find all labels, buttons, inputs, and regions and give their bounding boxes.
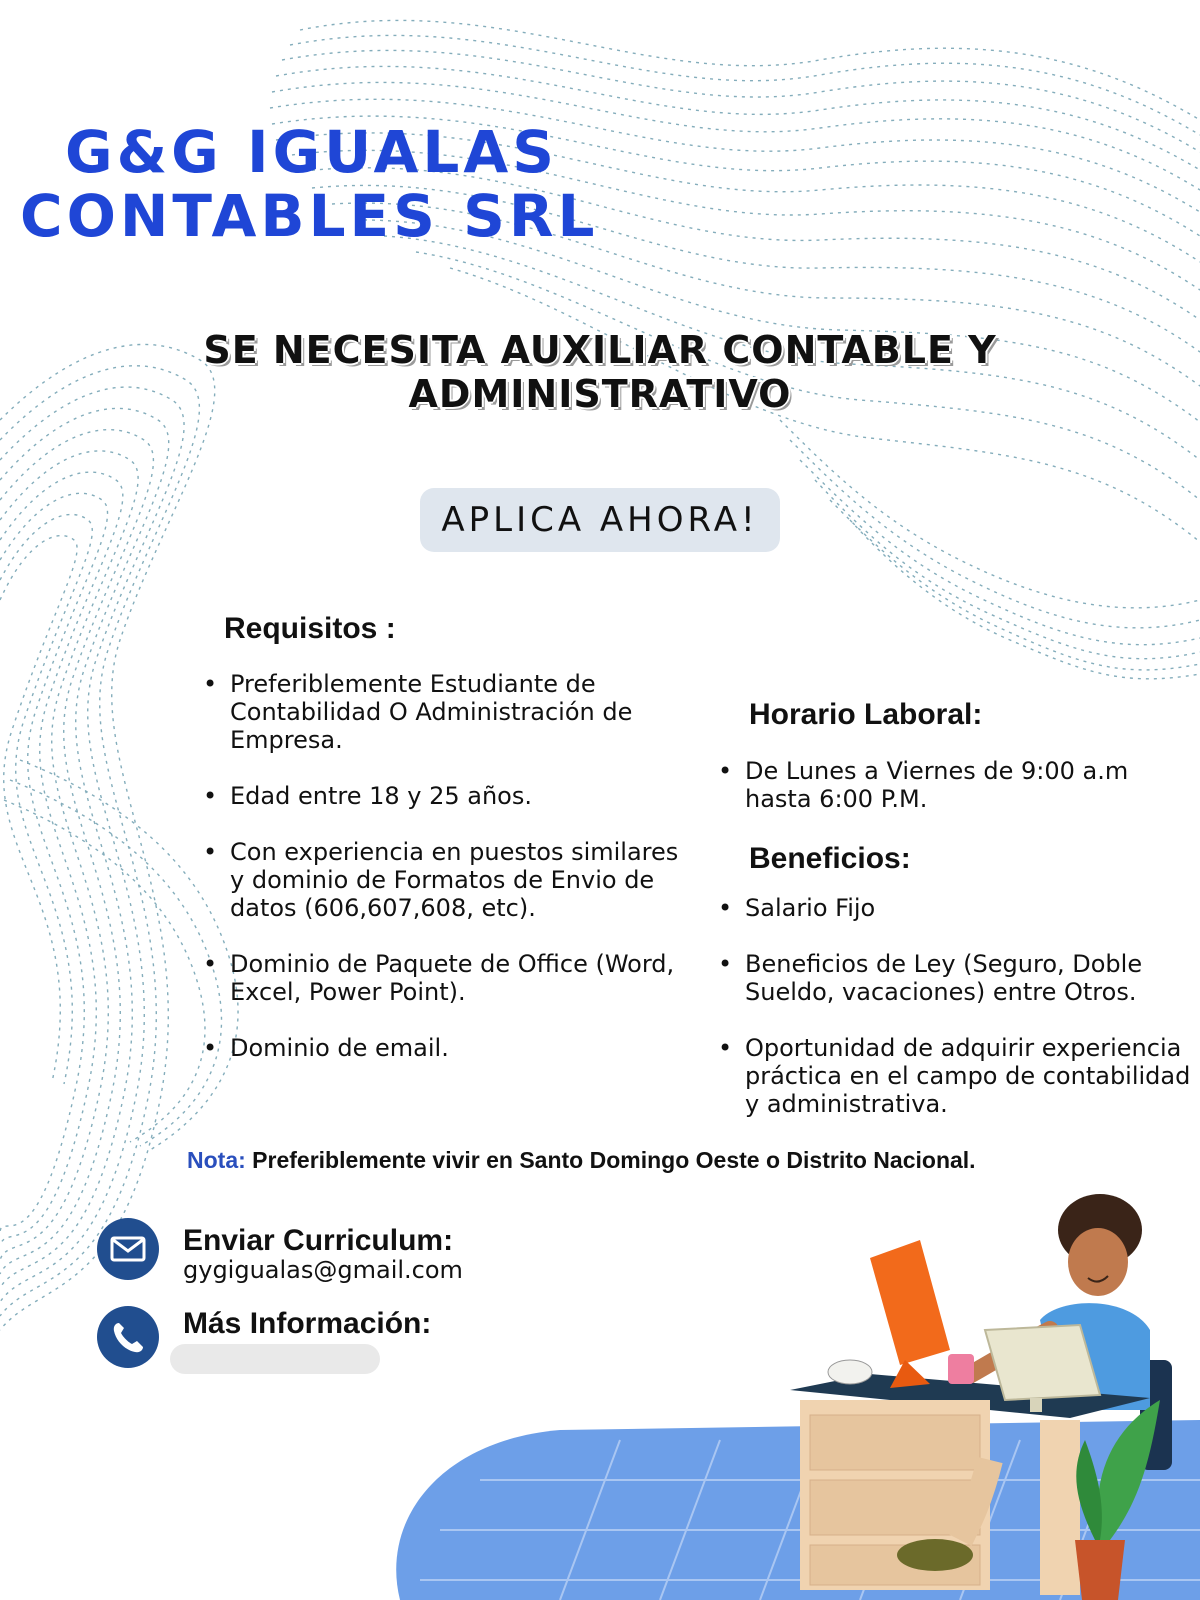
company-name-line2: CONTABLES SRL [20, 182, 599, 250]
note-label: Nota: [187, 1147, 246, 1173]
requirement-item: • Preferiblemente Estudiante de Contabilidad O Administración de Empresa. [203, 670, 698, 754]
plant-pot [1075, 1540, 1125, 1600]
requirements-title: Requisitos : [224, 612, 396, 645]
headline-line1: SE NECESITA AUXILIAR CONTABLE Y [203, 328, 997, 372]
requirement-item: • Edad entre 18 y 25 años. [203, 782, 698, 810]
orange-monitor [870, 1240, 950, 1365]
contact-email[interactable]: gygigualas@gmail.com [183, 1256, 463, 1284]
requirement-item: • Dominio de email. [203, 1034, 698, 1062]
note-text: Preferiblemente vivir en Santo Domingo Oeste o Distrito Nacional. [252, 1147, 976, 1173]
schedule-title: Horario Laboral: [749, 698, 983, 731]
schedule-item: • De Lunes a Viernes de 9:00 a.m hasta 6:00 P.M. [718, 757, 1158, 813]
benefit-item: • Salario Fijo [718, 894, 1198, 922]
benefit-item: • Beneficios de Ley (Seguro, Doble Sueldo, vacaciones) entre Otros. [718, 950, 1198, 1006]
benefit-item: • Oportunidad de adquirir experiencia práctica en el campo de contabilidad y administrativa. [718, 1034, 1198, 1118]
send-cv-label: Enviar Curriculum: [183, 1224, 454, 1257]
benefits-title: Beneficios: [749, 842, 911, 875]
laptop-screen [985, 1325, 1100, 1400]
apply-now-button[interactable]: APLICA AHORA! [420, 488, 780, 552]
pink-mug [948, 1354, 974, 1384]
company-name-line1: G&G IGUALAS [65, 118, 558, 186]
desk-phone [828, 1360, 872, 1384]
more-info-label: Más Información: [183, 1307, 432, 1340]
headline-line2: ADMINISTRATIVO [408, 372, 792, 416]
desk-leg [1040, 1420, 1080, 1595]
requirement-item: • Dominio de Paquete de Office (Word, Excel, Power Point). [203, 950, 698, 1006]
person-face [1068, 1228, 1128, 1296]
person-shoe [897, 1539, 973, 1571]
requirement-item: • Con experiencia en puestos similares y dominio de Formatos de Envio de datos (606,607,608, etc). [203, 838, 698, 922]
